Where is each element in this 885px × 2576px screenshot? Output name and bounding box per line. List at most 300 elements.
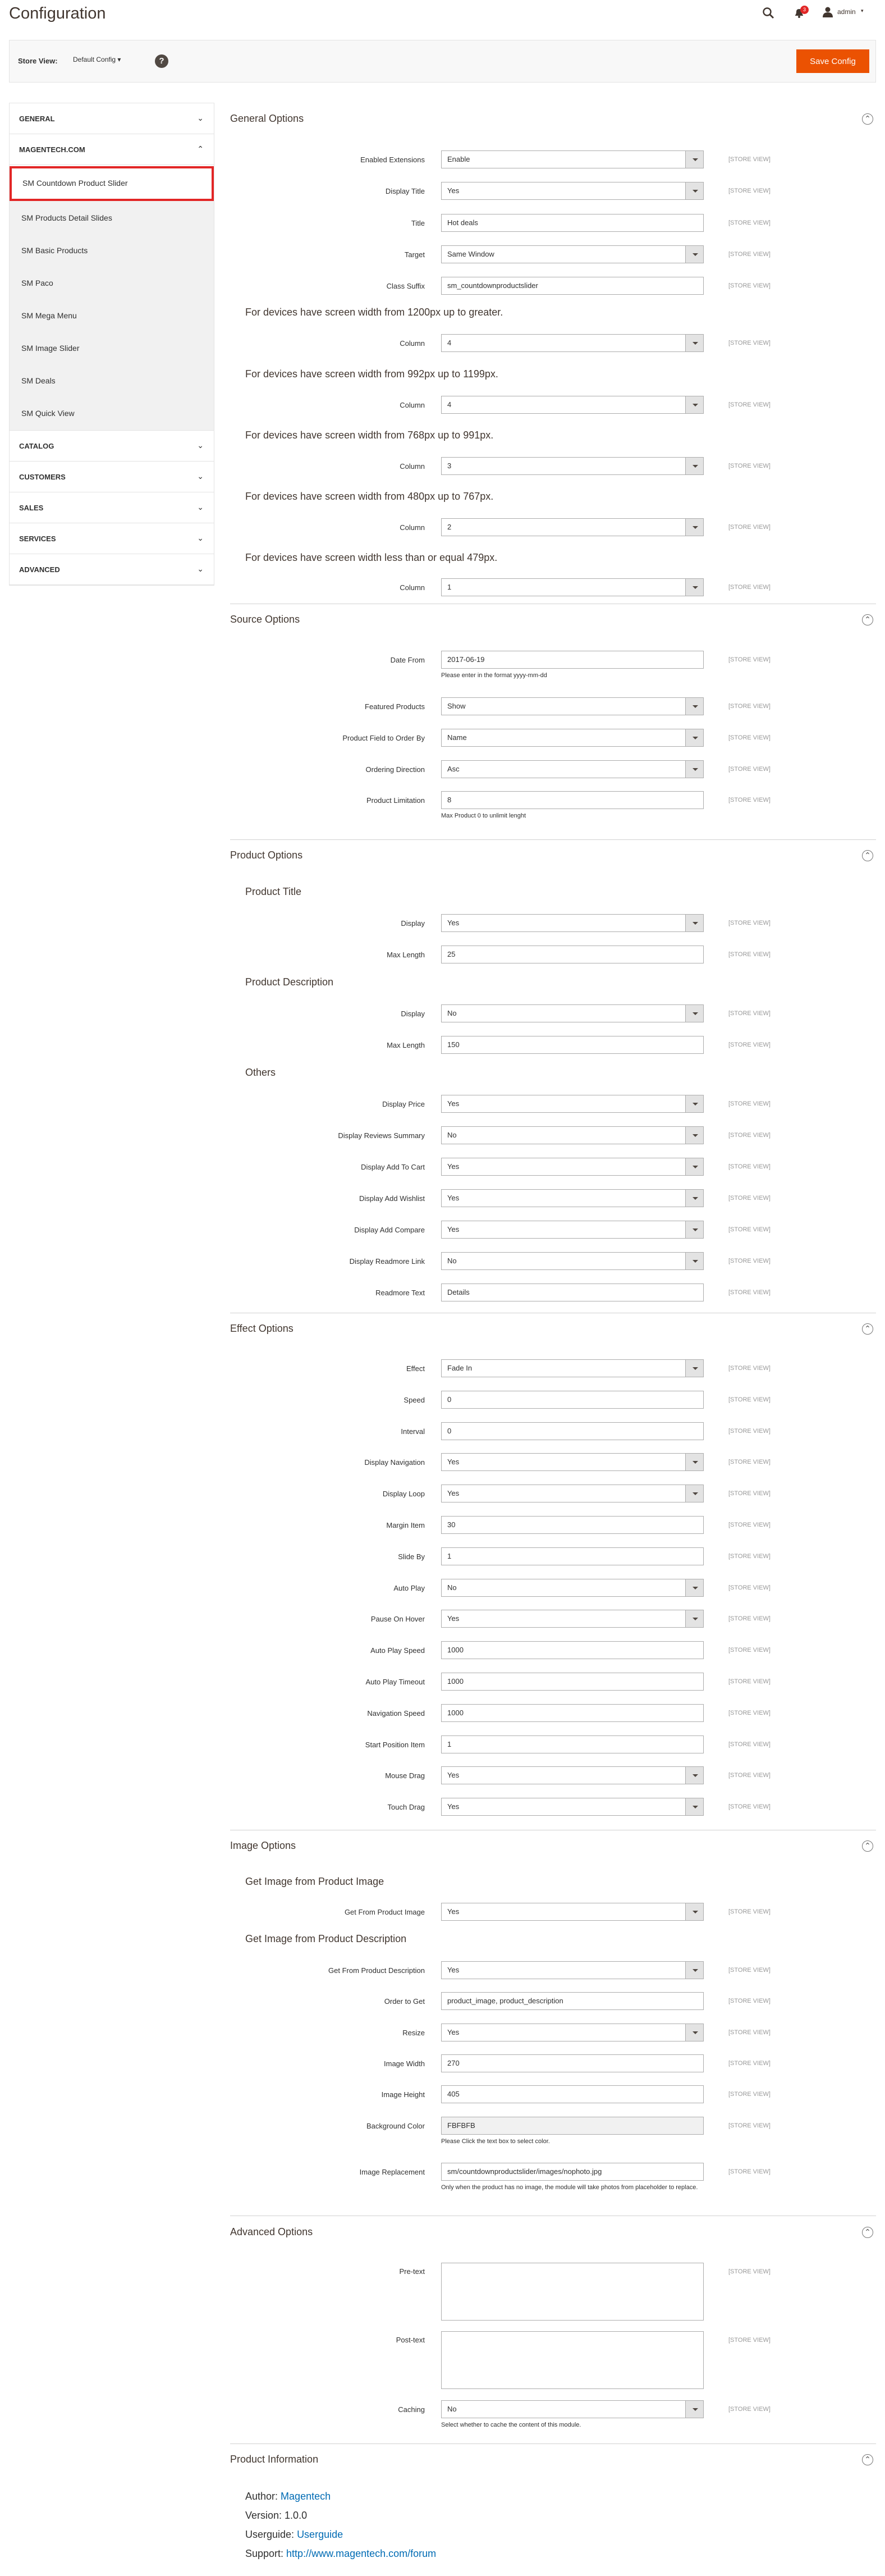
field-label: Display Readmore Link [349,1257,425,1266]
field-label: Image Height [381,2090,425,2099]
field-value: sm_countdownproductslider [447,281,538,290]
sidebar-item-label: SM Quick View [21,409,75,418]
support-link[interactable]: http://www.magentech.com/forum [286,2548,437,2559]
start-position-item-input[interactable] [441,1735,704,1753]
field-value: 150 [447,1040,460,1049]
field-value: 4 [447,339,452,347]
pre-text-textarea[interactable] [441,2263,704,2321]
enabled-extensions-select[interactable] [441,150,704,168]
section-title-general-options[interactable]: General Options [230,113,304,124]
field-label: Display Add Wishlist [359,1194,425,1203]
display-title-select[interactable] [441,182,704,200]
field-value: No [447,2405,457,2413]
scope-label: [STORE VIEW] [728,2029,771,2036]
field-row-auto-play-speed [230,1641,876,1660]
chevron-down-icon[interactable] [685,1798,703,1815]
field-value: sm/countdownproductslider/images/nophoto.jpg [447,2167,602,2176]
field-value: 405 [447,2090,460,2098]
collapse-section-icon[interactable]: ⌃ [862,113,873,125]
chevron-down-icon[interactable] [685,1221,703,1238]
chevron-down-icon[interactable] [685,1485,703,1502]
scope-label: [STORE VIEW] [728,1584,771,1591]
sidebar-tab-label: CUSTOMERS [19,473,66,481]
field-row-product-limitation [230,791,876,810]
max-length-input[interactable] [441,946,704,963]
chevron-down-icon[interactable] [685,1360,703,1377]
background-color-input[interactable] [441,2117,704,2135]
chevron-down-icon[interactable] [685,335,703,351]
field-value: Asc [447,765,460,773]
interval-input[interactable] [441,1422,704,1440]
info-version [245,2510,307,2522]
auto-play-speed-input[interactable] [441,1641,704,1659]
display-add-wishlist-select[interactable] [441,1189,704,1207]
field-label: Title [411,219,425,227]
chevron-down-icon[interactable] [685,1610,703,1627]
chevron-down-icon[interactable] [685,458,703,474]
info-label: Support: [245,2548,287,2559]
field-label: Auto Play Speed [370,1646,425,1655]
scope-label: [STORE VIEW] [728,220,771,226]
store-switcher-bar [9,40,876,83]
field-value: 2017-06-19 [447,655,485,664]
field-label: Date From [390,656,425,664]
chevron-down-icon[interactable] [685,151,703,168]
auto-play-timeout-input[interactable] [441,1673,704,1691]
image-width-input[interactable] [441,2054,704,2072]
chevron-down-icon[interactable] [685,1579,703,1596]
slide-by-input[interactable] [441,1547,704,1565]
scope-label: [STORE VIEW] [728,1998,771,2004]
target-select[interactable] [441,245,704,263]
section-title-product-options[interactable]: Product Options [230,849,303,861]
field-value: Yes [447,1614,460,1623]
chevron-down-icon: ⌄ [197,441,204,450]
column-select[interactable] [441,578,704,596]
field-value: Yes [447,919,460,927]
chevron-down-icon: ⌄ [197,472,204,481]
scope-label: [STORE VIEW] [728,1365,771,1372]
scope-label: [STORE VIEW] [728,656,771,663]
field-value: No [447,1131,457,1139]
version-value: 1.0.0 [285,2510,308,2521]
field-row-ordering-direction [230,760,876,779]
sidebar-item-sm-countdown-product-slider[interactable] [10,166,214,201]
navigation-speed-input[interactable] [441,1704,704,1722]
scope-label: [STORE VIEW] [728,2406,771,2413]
field-label: Display Add To Cart [361,1163,425,1171]
chevron-down-icon[interactable] [685,579,703,596]
field-note: Only when the product has no image, the module will take photos from placeholder to replace. [441,2184,698,2191]
sidebar-item-label: SM Image Slider [21,344,80,353]
chevron-down-icon[interactable] [685,1962,703,1979]
field-value: No [447,1009,457,1017]
scope-label: [STORE VIEW] [728,1226,771,1233]
field-label: Display [401,919,425,928]
max-length-input[interactable] [441,1036,704,1054]
field-value: Yes [447,1099,460,1108]
scope-label: [STORE VIEW] [728,2337,771,2344]
field-row-display-add-wishlist [230,1189,876,1208]
display-select[interactable] [441,1004,704,1022]
scope-label: [STORE VIEW] [728,1490,771,1497]
field-note: Please enter in the format yyyy-mm-dd [441,672,547,679]
field-label: Speed [403,1396,425,1404]
field-row-column [230,578,876,597]
field-row-background-color [230,2117,876,2136]
field-label: Image Width [384,2059,425,2068]
field-row-display-add-compare [230,1221,876,1240]
chevron-down-icon: ⌄ [197,503,204,511]
field-value: 1 [447,1552,452,1560]
save-config-button[interactable]: Save Config [796,49,869,73]
notification-count-badge[interactable]: 3 [800,6,809,14]
get-from-product-image-select[interactable] [441,1903,704,1921]
field-row-touch-drag [230,1798,876,1817]
chevron-down-icon[interactable] [685,396,703,413]
speed-input[interactable] [441,1391,704,1409]
scope-label: [STORE VIEW] [728,920,771,926]
field-value: 2 [447,523,452,531]
user-icon[interactable] [822,6,833,17]
field-row-display-title [230,182,876,201]
chevron-down-icon[interactable] [685,1095,703,1112]
field-label: Column [400,462,425,471]
sidebar-item-label: SM Mega Menu [21,311,77,320]
sidebar-item-label: SM Paco [21,278,53,287]
field-value: 1 [447,583,452,591]
chevron-down-icon: ⌄ [197,533,204,542]
field-label: Post-text [396,2336,425,2344]
chevron-down-icon[interactable] [685,182,703,199]
chevron-down-icon[interactable] [685,698,703,715]
field-value: Same Window [447,250,494,258]
sidebar-item-sm-quick-view[interactable] [10,398,214,430]
sidebar-tab-advanced[interactable] [10,554,214,585]
image-replacement-input[interactable] [441,2163,704,2181]
field-value: FBFBFB [447,2121,475,2130]
sidebar-tab-catalog[interactable] [10,431,214,462]
field-value: 8 [447,796,452,804]
field-row-effect [230,1359,876,1378]
collapse-section-icon[interactable]: ⌃ [862,850,873,861]
field-label: Ordering Direction [365,765,425,774]
field-note: Please Click the text box to select color. [441,2138,550,2145]
scope-label: [STORE VIEW] [728,1396,771,1403]
config-sidebar [9,103,214,586]
chevron-down-icon[interactable] [685,1903,703,1920]
collapse-section-icon[interactable]: ⌃ [862,1323,873,1335]
search-icon[interactable] [762,7,774,19]
chevron-down-icon: ⌄ [197,113,204,122]
field-row-column [230,396,876,415]
image-from-description-heading: Get Image from Product Description [245,1933,407,1944]
field-row-image-replacement [230,2163,876,2182]
store-view-label: Store View: [18,57,58,65]
field-row-class-suffix [230,277,876,296]
scope-label: [STORE VIEW] [728,1741,771,1748]
field-label: Target [404,250,425,259]
sidebar-item-sm-products-detail-slides[interactable] [10,202,214,235]
collapse-section-icon[interactable]: ⌃ [862,614,873,625]
image-height-input[interactable] [441,2085,704,2103]
chevron-down-icon[interactable] [685,1190,703,1207]
title-input[interactable] [441,214,704,232]
chevron-down-icon[interactable] [685,1253,703,1269]
column-select[interactable] [441,518,704,536]
post-text-textarea[interactable] [441,2331,704,2389]
screen-width-heading: For devices have screen width from 768px up to 991px. [245,430,494,441]
chevron-down-icon[interactable] [685,1454,703,1470]
field-row-interval [230,1422,876,1441]
sidebar-tab-label: CATALOG [19,442,54,450]
pause-on-hover-select[interactable] [441,1610,704,1628]
field-label: Readmore Text [375,1289,425,1297]
field-row-enabled-extensions [230,150,876,170]
field-note: Select whether to cache the content of this module. [441,2422,581,2428]
resize-select[interactable] [441,2024,704,2041]
field-value: Name [447,733,467,742]
display-navigation-select[interactable] [441,1453,704,1471]
field-value: 1000 [447,1677,464,1686]
sidebar-tab-services[interactable] [10,523,214,554]
field-value: 0 [447,1427,452,1435]
sidebar-item-sm-paco[interactable] [10,267,214,300]
field-label: Resize [402,2029,425,2037]
display-add-to-cart-select[interactable] [441,1158,704,1176]
chevron-down-icon[interactable]: ▾ [861,8,864,13]
image-from-product-heading: Get Image from Product Image [245,1876,384,1887]
chevron-down-icon[interactable] [685,1767,703,1784]
info-label: Userguide: [245,2529,297,2540]
margin-item-input[interactable] [441,1516,704,1534]
field-label: Max Length [387,951,425,959]
field-row-max-length [230,1036,876,1055]
sidebar-item-sm-image-slider[interactable] [10,332,214,365]
field-label: Product Limitation [366,796,425,805]
column-select[interactable] [441,457,704,475]
field-label: Effect [406,1364,425,1373]
field-row-margin-item [230,1516,876,1535]
field-label: Display Reviews Summary [338,1131,425,1140]
field-label: Pause On Hover [370,1615,425,1623]
field-label: Get From Product Description [328,1966,425,1975]
scope-label: [STORE VIEW] [728,703,771,710]
section-title-advanced-options[interactable]: Advanced Options [230,2226,313,2237]
field-row-column [230,457,876,476]
scope-label: [STORE VIEW] [728,1710,771,1716]
field-label: Order to Get [384,1997,425,2006]
admin-user-menu[interactable]: admin [837,8,856,16]
collapse-section-icon[interactable]: ⌃ [862,1840,873,1852]
display-add-compare-select[interactable] [441,1221,704,1239]
column-select[interactable] [441,334,704,352]
featured-products-select[interactable] [441,697,704,715]
help-icon[interactable]: ? [155,54,168,68]
class-suffix-input[interactable] [441,277,704,295]
userguide-link[interactable]: Userguide [297,2529,343,2540]
field-row-resize [230,2024,876,2043]
touch-drag-select[interactable] [441,1798,704,1816]
field-value: 4 [447,400,452,409]
scope-label: [STORE VIEW] [728,1132,771,1139]
field-row-auto-play [230,1579,876,1598]
field-value: Fade In [447,1364,473,1372]
scope-label: [STORE VIEW] [728,797,771,803]
field-value: No [447,1583,457,1592]
scope-label: [STORE VIEW] [728,1772,771,1779]
auto-play-select[interactable] [441,1579,704,1597]
field-row-max-length [230,946,876,965]
scope-label: [STORE VIEW] [728,1100,771,1107]
display-reviews-summary-select[interactable] [441,1126,704,1144]
order-to-get-input[interactable] [441,1992,704,2010]
chevron-up-icon: ⌃ [197,144,204,153]
product-field-to-order-by-select[interactable] [441,729,704,747]
chevron-down-icon[interactable] [685,1127,703,1144]
scope-label: [STORE VIEW] [728,2122,771,2129]
product-limitation-input[interactable] [441,791,704,809]
sidebar-item-sm-mega-menu[interactable] [10,300,214,332]
scope-label: [STORE VIEW] [728,2091,771,2098]
display-select[interactable] [441,914,704,932]
field-row-navigation-speed [230,1704,876,1723]
field-row-column [230,334,876,353]
chevron-down-icon[interactable] [685,519,703,536]
field-row-column [230,518,876,537]
scope-label: [STORE VIEW] [728,1522,771,1528]
sidebar-item-sm-basic-products[interactable] [10,235,214,267]
field-row-caching [230,2400,876,2419]
effect-select[interactable] [441,1359,704,1377]
sidebar-item-label: SM Basic Products [21,246,88,255]
scope-label: [STORE VIEW] [728,2268,771,2275]
field-label: Max Length [387,1041,425,1049]
info-label: Version: [245,2510,285,2521]
field-value: Yes [447,1458,460,1466]
chevron-down-icon[interactable] [685,1158,703,1175]
info-label: Author: [245,2491,281,2502]
section-title-product-information[interactable]: Product Information [230,2454,319,2465]
field-value: 0 [447,1395,452,1404]
screen-width-heading: For devices have screen width from 992px up to 1199px. [245,368,498,380]
display-price-select[interactable] [441,1095,704,1113]
product-title-heading: Product Title [245,886,302,897]
author-link[interactable]: Magentech [281,2491,331,2502]
field-value: Hot deals [447,218,478,227]
chevron-down-icon[interactable] [685,761,703,778]
scope-label: [STORE VIEW] [728,156,771,163]
chevron-down-icon[interactable] [685,2401,703,2418]
field-label: Column [400,401,425,409]
field-value: 1 [447,1740,452,1748]
field-row-get-from-product-image [230,1903,876,1922]
display-loop-select[interactable] [441,1485,704,1502]
field-value: 270 [447,2059,460,2067]
field-row-display [230,914,876,933]
section-title-image-options[interactable]: Image Options [230,1840,296,1851]
field-row-display-loop [230,1485,876,1504]
scope-label: [STORE VIEW] [728,1163,771,1170]
field-label: Auto Play [393,1584,425,1592]
field-label: Display Loop [382,1490,425,1498]
scope-label: [STORE VIEW] [728,1289,771,1296]
field-row-speed [230,1391,876,1410]
field-row-slide-by [230,1547,876,1566]
field-value: Yes [447,1194,460,1202]
chevron-down-icon[interactable] [685,729,703,746]
field-value: 1000 [447,1709,464,1717]
scope-label: [STORE VIEW] [728,734,771,741]
column-select[interactable] [441,396,704,414]
sidebar-tab-general[interactable] [10,103,214,134]
scope-label: [STORE VIEW] [728,1967,771,1974]
sidebar-tab-magentech-com[interactable] [10,134,214,165]
field-row-display-add-to-cart [230,1158,876,1177]
scope-label: [STORE VIEW] [728,340,771,346]
scope-label: [STORE VIEW] [728,401,771,408]
scope-label: [STORE VIEW] [728,766,771,773]
field-value: product_image, product_description [447,1997,563,2005]
scope-label: [STORE VIEW] [728,1459,771,1465]
field-row-date-from [230,651,876,670]
field-row-start-position-item [230,1735,876,1755]
chevron-down-icon[interactable] [685,2024,703,2041]
collapse-section-icon[interactable]: ⌃ [862,2454,873,2465]
field-row-get-from-product-description [230,1961,876,1980]
caching-select[interactable] [441,2400,704,2418]
mouse-drag-select[interactable] [441,1766,704,1784]
field-label: Featured Products [365,702,425,711]
field-label: Get From Product Image [344,1908,425,1916]
field-row-mouse-drag [230,1766,876,1785]
field-value: Show [447,702,466,710]
ordering-direction-select[interactable] [441,760,704,778]
scope-label: [STORE VIEW] [728,951,771,958]
field-value: Yes [447,1489,460,1497]
scope-label: [STORE VIEW] [728,1647,771,1654]
scope-label: [STORE VIEW] [728,1803,771,1810]
field-label: Display Navigation [364,1458,425,1467]
sidebar-tab-label: MAGENTECH.COM [19,145,85,154]
scope-label: [STORE VIEW] [728,584,771,591]
sidebar-tab-sales[interactable] [10,492,214,523]
chevron-down-icon[interactable] [685,1005,703,1022]
readmore-text-input[interactable] [441,1284,704,1301]
scope-label: [STORE VIEW] [728,524,771,531]
get-from-product-description-select[interactable] [441,1961,704,1979]
field-value: 3 [447,462,452,470]
field-label: Display Add Compare [354,1226,425,1234]
field-label: Auto Play Timeout [365,1678,425,1686]
field-row-target [230,245,876,264]
chevron-down-icon[interactable] [685,246,703,263]
scope-label: [STORE VIEW] [728,1553,771,1560]
field-label: Class Suffix [386,282,425,290]
field-label: Mouse Drag [385,1771,425,1780]
section-title-source-options[interactable]: Source Options [230,614,300,625]
sidebar-item-sm-deals[interactable] [10,365,214,398]
chevron-down-icon[interactable] [685,915,703,931]
field-row-display-navigation [230,1453,876,1472]
screen-width-heading: For devices have screen width from 480px up to 767px. [245,491,494,502]
collapse-section-icon[interactable]: ⌃ [862,2227,873,2238]
sidebar-tab-customers[interactable] [10,462,214,492]
date-from-input[interactable] [441,651,704,669]
store-view-switcher[interactable]: Default Config ▾ [73,56,121,63]
display-readmore-link-select[interactable] [441,1252,704,1270]
section-title-effect-options[interactable]: Effect Options [230,1323,294,1334]
